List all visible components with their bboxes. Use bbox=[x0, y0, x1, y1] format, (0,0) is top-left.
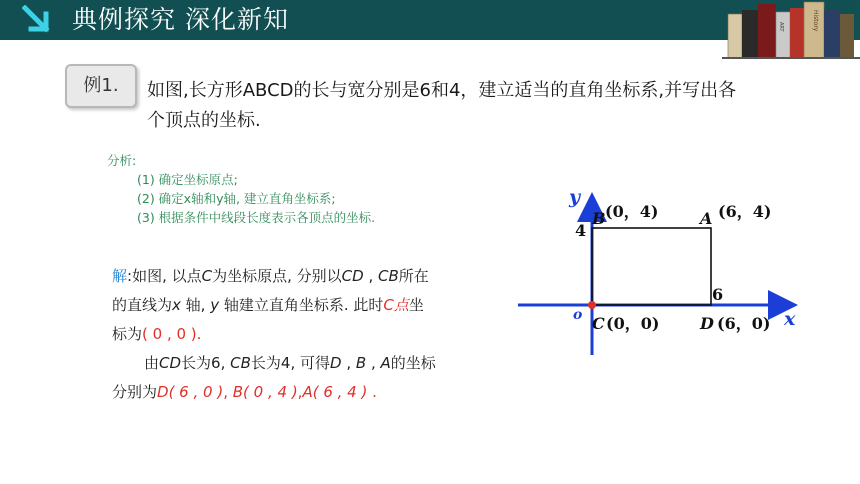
books-image bbox=[722, 0, 860, 60]
coordinate-diagram bbox=[512, 180, 812, 360]
solution-text: . bbox=[367, 383, 377, 401]
point-a-coord: (6，4) bbox=[718, 202, 772, 221]
y-axis-name: y bbox=[210, 296, 220, 314]
point-c-label: C bbox=[592, 314, 605, 333]
solution-line-3 bbox=[112, 320, 502, 349]
coord-c: ( 0 , 0 ) bbox=[142, 325, 197, 343]
analysis-block bbox=[107, 151, 487, 227]
point-b-coord: (0，4) bbox=[605, 202, 659, 221]
origin-dot bbox=[588, 301, 596, 309]
point-d: D bbox=[330, 354, 342, 372]
solution-text: 的坐标 bbox=[390, 354, 436, 372]
analysis-title: 分析: bbox=[107, 153, 137, 168]
solution-line-1 bbox=[112, 262, 502, 291]
solution-text: , bbox=[297, 383, 303, 401]
solution-text: 为坐标原点, 分别以 bbox=[212, 267, 342, 285]
point-c-highlight: C点 bbox=[383, 296, 409, 314]
analysis-step-3: (3) 根据条件中线段长度表示各顶点的坐标. bbox=[137, 210, 376, 225]
solution-line-2 bbox=[112, 291, 502, 320]
segment-cd: CD bbox=[341, 267, 364, 285]
coord-d: D( 6 , 0 ) bbox=[157, 383, 224, 401]
solution-text: 所在 bbox=[398, 267, 429, 285]
question-line-2: 个顶点的坐标. bbox=[147, 110, 261, 131]
solution-text: 的直线为 bbox=[112, 296, 173, 314]
solution-text: . bbox=[196, 325, 202, 343]
point-a-label: A bbox=[700, 209, 713, 228]
coord-a: A( 6 , 4 ) bbox=[302, 383, 368, 401]
solution-text: , bbox=[366, 354, 381, 372]
example-badge: 例1. bbox=[65, 64, 137, 108]
book-label-history: History bbox=[812, 10, 819, 32]
question-line-1: 如图,长方形ABCD的长与宽分别是6和4，建立适当的直角坐标系,并写出各 bbox=[147, 80, 737, 101]
point-d-coord: (6，0) bbox=[717, 314, 771, 333]
solution-text: , bbox=[223, 383, 233, 401]
question-text bbox=[147, 76, 817, 136]
y-axis-label: y bbox=[569, 186, 581, 208]
solution-text: , bbox=[341, 354, 356, 372]
solution-text: 坐 bbox=[408, 296, 424, 314]
solution-text: :如图, 以点 bbox=[127, 267, 202, 285]
segment-cb: CB bbox=[230, 354, 251, 372]
solution-text: 分别为 bbox=[112, 383, 158, 401]
analysis-step-1: (1) 确定坐标原点; bbox=[137, 172, 238, 187]
solution-text: 轴建立直角坐标系. 此时 bbox=[219, 296, 384, 314]
solution-text: , bbox=[363, 267, 378, 285]
point-a: A bbox=[380, 354, 391, 372]
solution-line-5 bbox=[112, 378, 502, 407]
point-b-label: B bbox=[592, 209, 606, 228]
point-c: C bbox=[201, 267, 213, 285]
width-label: 4 bbox=[575, 221, 587, 240]
rectangle-abcd bbox=[592, 228, 711, 305]
solution-text: 长为6, bbox=[181, 354, 231, 372]
solution-text: 标为 bbox=[112, 325, 143, 343]
origin-label: o bbox=[573, 307, 583, 323]
solution-text: 长为4, 可得 bbox=[250, 354, 330, 372]
segment-cb: CB bbox=[377, 267, 399, 285]
solution-text: 由 bbox=[144, 354, 160, 372]
x-axis-name: x bbox=[172, 296, 181, 314]
point-d-label: D bbox=[700, 314, 714, 333]
header-title: 典例探究 深化新知 bbox=[72, 5, 289, 34]
point-b: B bbox=[355, 354, 367, 372]
diagonal-arrow-icon bbox=[22, 5, 58, 35]
length-label: 6 bbox=[712, 285, 724, 304]
solution-text: 轴, bbox=[180, 296, 211, 314]
x-axis-label: x bbox=[784, 308, 796, 330]
solution-block bbox=[112, 262, 502, 407]
book-label-art: ART bbox=[778, 22, 784, 32]
analysis-step-2: (2) 确定x轴和y轴, 建立直角坐标系; bbox=[137, 191, 336, 206]
solution-line-4 bbox=[112, 349, 502, 378]
segment-cd: CD bbox=[159, 354, 182, 372]
solution-label: 解 bbox=[112, 267, 128, 285]
coord-b: B( 0 , 4 ) bbox=[232, 383, 298, 401]
point-c-coord: (0，0) bbox=[606, 314, 660, 333]
